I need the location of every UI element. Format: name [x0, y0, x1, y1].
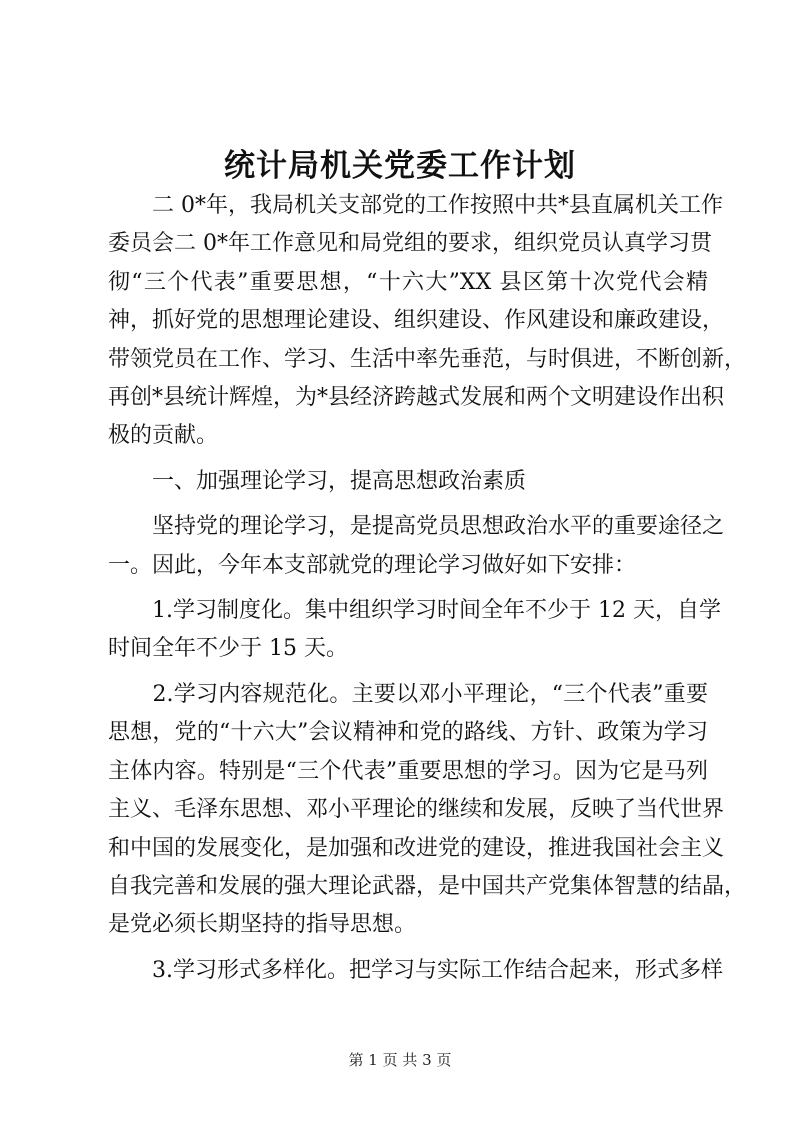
text-line: 坚持党的理论学习，是提高党员思想政治水平的重要途径之: [108, 514, 725, 540]
theory-study-paragraph: [108, 508, 725, 585]
document-body: [108, 187, 747, 990]
text-line: 时间全年不少于 15 天。: [108, 636, 348, 662]
text-line: 委员会二 0*年工作意见和局党组的要求，组织党员认真学习贯: [108, 231, 712, 257]
text-line: 3.学习形式多样化。把学习与实际工作结合起来，形式多样: [108, 957, 723, 983]
text-line: 自我完善和发展的强大理论武器，是中国共产党集体智慧的结晶，: [108, 873, 747, 899]
text-line: 主体内容。特别是“三个代表”重要思想的学习。因为它是马列: [108, 758, 708, 784]
page-footer: 第 1 页 共 3 页: [348, 1051, 452, 1069]
text-line: 2.学习内容规范化。主要以邓小平理论，“三个代表”重要: [108, 681, 708, 707]
item-3-paragraph: [108, 952, 723, 990]
item-2-paragraph: [108, 676, 747, 945]
text-line: 一。因此，今年本支部就党的理论学习做好如下安排：: [108, 552, 637, 578]
text-line: 1.学习制度化。集中组织学习时间全年不少于 12 天，自学: [108, 598, 721, 624]
text-line: 一、加强理论学习，提高思想政治素质: [108, 468, 527, 494]
text-line: 再创*县统计辉煌，为*县经济跨越式发展和两个文明建设作出积: [108, 385, 725, 411]
document-title: 统计局机关党委工作计划: [224, 148, 576, 184]
text-line: 思想，党的“十六大”会议精神和党的路线、方针、政策为学习: [108, 720, 708, 746]
text-line: 神，抓好党的思想理论建设、组织建设、作风建设和廉政建设，: [108, 308, 725, 334]
text-line: 极的贡献。: [108, 423, 219, 449]
intro-paragraph: [108, 187, 747, 456]
text-line: 二 0*年，我局机关支部党的工作按照中共*县直属机关工作: [108, 193, 723, 218]
text-line: 是党必须长期坚持的指导思想。: [108, 912, 417, 938]
text-line: 主义、毛泽东思想、邓小平理论的继续和发展，反映了当代世界: [108, 797, 725, 823]
text-line: 和中国的发展变化，是加强和改进党的建设，推进我国社会主义: [108, 835, 725, 861]
text-line: 带领党员在工作、学习、生活中率先垂范，与时俱进，不断创新，: [108, 346, 747, 372]
text-line: 彻“三个代表”重要思想，“十六大”XX 县区第十次党代会精: [108, 269, 708, 295]
item-1-paragraph: [108, 592, 721, 669]
section-heading-1: [108, 463, 708, 501]
